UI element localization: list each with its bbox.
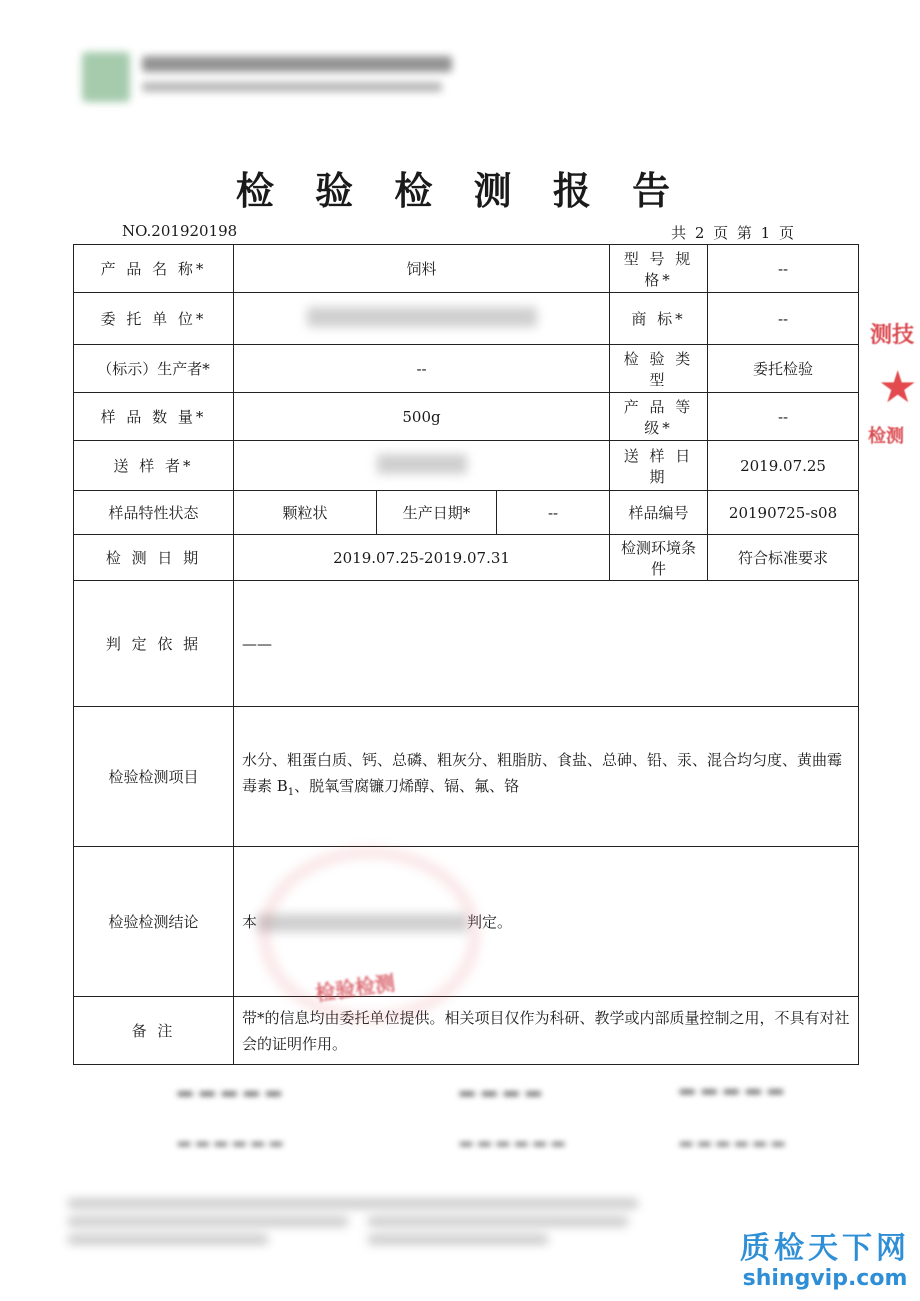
send-date-value: 2019.07.25 [708, 441, 859, 491]
signature-reviewer: ━ ━ ━ ━ [460, 1080, 541, 1108]
sample-state-label: 样品特性状态 [74, 491, 234, 535]
items-text-2: 、脱氧雪腐镰刀烯醇、镉、氟、铬 [294, 777, 520, 795]
test-date-value: 2019.07.25-2019.07.31 [234, 535, 610, 581]
conclusion-prefix: 本 [242, 912, 258, 931]
env-label: 检测环境条件 [610, 535, 708, 581]
sample-no-value: 20190725-s08 [708, 491, 859, 535]
footer-address-blurred [68, 1195, 648, 1255]
items-value [234, 707, 859, 847]
sample-qty-value: 500g [234, 393, 610, 441]
company-name-blurred [142, 56, 452, 72]
inspection-type-value: 委托检验 [708, 345, 859, 393]
env-value: 符合标准要求 [708, 535, 859, 581]
remarks-value: 带*的信息均由委托单位提供。相关项目仅作为科研、教学或内部质量控制之用，不具有对社会的证明作用。 [234, 997, 859, 1065]
send-date-label: 送 样 日 期 [610, 441, 708, 491]
report-number: NO.201920198 [122, 222, 238, 240]
edge-seal-bottom-text: 检测 [868, 426, 904, 447]
report-title: 检 验 检 测 报 告 [235, 169, 685, 213]
prod-date-label: 生产日期* [377, 491, 497, 535]
seal-star-icon: ★ [878, 362, 918, 413]
sample-qty-label: 样 品 数 量* [74, 393, 234, 441]
product-name-label: 产 品 名 称* [74, 245, 234, 293]
signature-date-3: ━ ━ ━ ━ ━ ━ [680, 1132, 785, 1156]
sender-value-blurred [234, 441, 610, 491]
signature-date-1: ━ ━ ━ ━ ━ ━ [178, 1132, 283, 1156]
items-label: 检验检测项目 [74, 707, 234, 847]
signature-date-2: ━ ━ ━ ━ ━ ━ [460, 1132, 565, 1156]
grade-label: 产 品 等 级* [610, 393, 708, 441]
product-name-value: 饲料 [234, 245, 610, 293]
watermark-cn: 质检天下网 [740, 1231, 910, 1266]
sender-label: 送 样 者* [74, 441, 234, 491]
basis-label: 判 定 依 据 [74, 581, 234, 707]
site-watermark [740, 1232, 910, 1292]
grade-value: -- [708, 393, 859, 441]
signature-approver: ━ ━ ━ ━ ━ [178, 1080, 281, 1108]
sample-no-label: 样品编号 [610, 491, 708, 535]
client-label: 委 托 单 位* [74, 293, 234, 345]
basis-value: —— [234, 581, 859, 707]
remarks-label: 备 注 [74, 997, 234, 1065]
test-date-label: 检 测 日 期 [74, 535, 234, 581]
page-info: 共 2 页 第 1 页 [671, 224, 796, 242]
model-label: 型 号 规 格* [610, 245, 708, 293]
company-name-en-blurred [142, 82, 442, 92]
sample-state-value: 颗粒状 [234, 491, 377, 535]
model-value: -- [708, 245, 859, 293]
edge-seal [860, 300, 920, 485]
company-logo [82, 52, 130, 102]
client-value-blurred [234, 293, 610, 345]
producer-value: -- [234, 345, 610, 393]
prod-date-value: -- [497, 491, 610, 535]
conclusion-label: 检验检测结论 [74, 847, 234, 997]
items-text: 水分、粗蛋白质、钙、总磷、粗灰分、粗脂肪、食盐、总砷、铅、汞、混合均匀度、黄曲霉毒素 B [242, 751, 843, 795]
company-header-blurred [82, 48, 457, 108]
edge-seal-top-text: 测技 [870, 322, 915, 348]
items-subscript: 1 [287, 787, 295, 798]
producer-label: （标示）生产者* [74, 345, 234, 393]
signature-tester: ━ ━ ━ ━ ━ [680, 1078, 783, 1106]
brand-value: -- [708, 293, 859, 345]
brand-label: 商 标* [610, 293, 708, 345]
official-seal-text: 检验检测 [313, 970, 397, 1006]
watermark-en: shingvip.com [742, 1266, 908, 1291]
conclusion-suffix: 判定。 [467, 912, 513, 931]
inspection-type-label: 检 验 类 型 [610, 345, 708, 393]
